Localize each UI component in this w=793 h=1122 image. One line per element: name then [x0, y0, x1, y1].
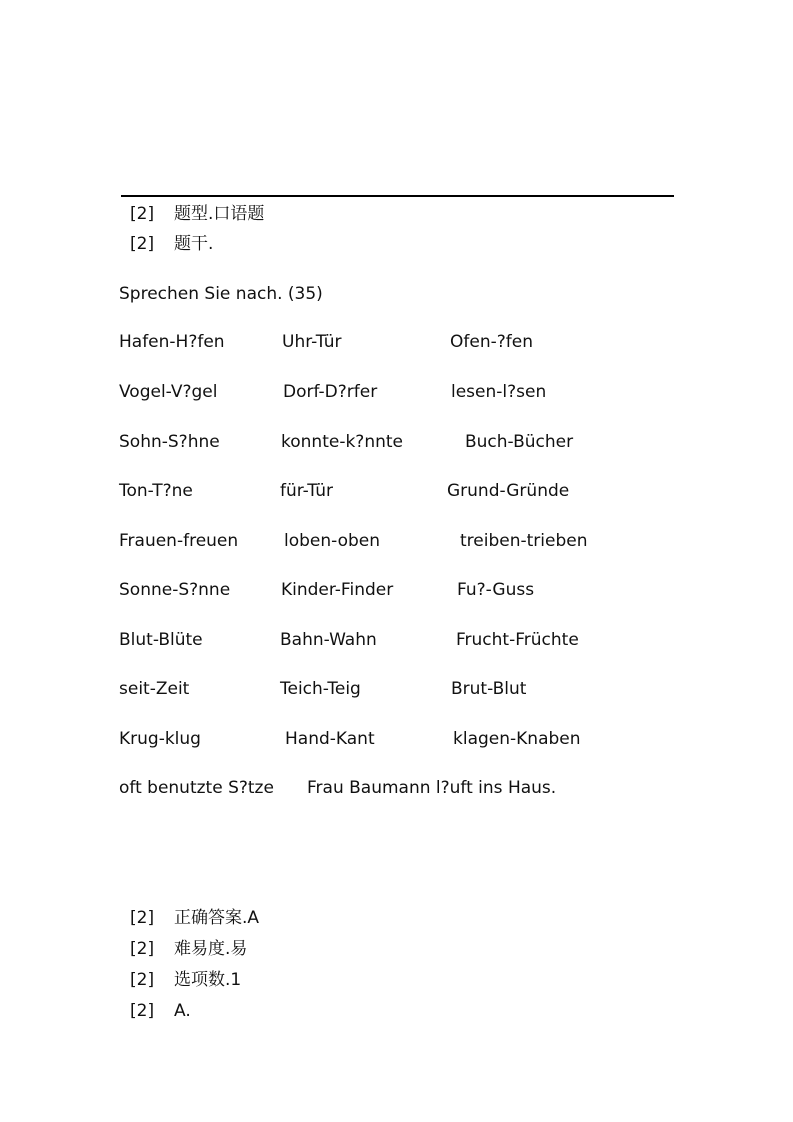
word-pair: Ton-T?ne — [119, 481, 193, 501]
word-pair: Sohn-S?hne — [119, 432, 220, 452]
word-pair: loben-oben — [284, 531, 381, 551]
word-pair: seit-Zeit — [119, 679, 190, 699]
word-pair: Frucht-Früchte — [456, 630, 579, 650]
word-pair: Kinder-Finder — [281, 580, 394, 600]
section-tag: [2] — [130, 970, 155, 990]
option-count: 选项数.1 — [174, 970, 242, 990]
difficulty-line — [130, 939, 247, 959]
word-pair: Blut-Blüte — [119, 630, 203, 650]
word-pair: Teich-Teig — [280, 679, 361, 699]
word-pair-row — [0, 679, 793, 703]
word-pair: Uhr-Tür — [282, 332, 342, 352]
section-tag: [2] — [130, 204, 155, 224]
word-pair: Hand-Kant — [285, 729, 375, 749]
header-divider — [121, 195, 674, 197]
word-pair: Fu?-Guss — [457, 580, 535, 600]
option-count-line — [130, 970, 241, 990]
word-pair: Krug-klug — [119, 729, 201, 749]
word-pair: für-Tür — [280, 481, 334, 501]
word-pair-row — [0, 630, 793, 654]
practice-sentence: Frau Baumann l?uft ins Haus. — [307, 778, 557, 798]
word-pair: konnte-k?nnte — [281, 432, 403, 452]
word-pair-row — [0, 729, 793, 753]
correct-answer-line — [130, 908, 259, 928]
question-type-line — [130, 204, 264, 224]
question-stem-label: 题干. — [174, 234, 214, 254]
question-type: 题型.口语题 — [174, 204, 265, 224]
word-pair-row — [0, 332, 793, 356]
instruction-text: Sprechen Sie nach. (35) — [119, 284, 323, 304]
question-stem-line — [130, 234, 213, 254]
word-pair: Brut-Blut — [451, 679, 527, 699]
word-pair: Bahn-Wahn — [280, 630, 377, 650]
word-pair: lesen-l?sen — [451, 382, 547, 402]
section-tag: [2] — [130, 939, 155, 959]
word-pair: Grund-Gründe — [447, 481, 570, 501]
word-pair-row — [0, 531, 793, 555]
word-pair: treiben-trieben — [460, 531, 588, 551]
word-pair: Vogel-V?gel — [119, 382, 218, 402]
word-pair-row — [0, 481, 793, 505]
word-pair-row — [0, 580, 793, 604]
word-pair: Ofen-?fen — [450, 332, 533, 352]
difficulty: 难易度.易 — [174, 939, 248, 959]
section-tag: [2] — [130, 1001, 155, 1021]
sentence-row — [0, 778, 793, 802]
word-pair-row — [0, 382, 793, 406]
correct-answer: 正确答案.A — [174, 908, 260, 928]
option-a: A. — [174, 1001, 191, 1021]
section-tag: [2] — [130, 908, 155, 928]
word-pair: Buch-Bücher — [465, 432, 574, 452]
word-pair: Dorf-D?rfer — [283, 382, 378, 402]
word-pair: klagen-Knaben — [453, 729, 581, 749]
word-pair-row — [0, 432, 793, 456]
option-a-line — [130, 1001, 191, 1021]
word-pair: Sonne-S?nne — [119, 580, 231, 600]
section-tag: [2] — [130, 234, 155, 254]
practice-phrase: oft benutzte S?tze — [119, 778, 274, 798]
word-pair: Frauen-freuen — [119, 531, 239, 551]
word-pair: Hafen-H?fen — [119, 332, 225, 352]
